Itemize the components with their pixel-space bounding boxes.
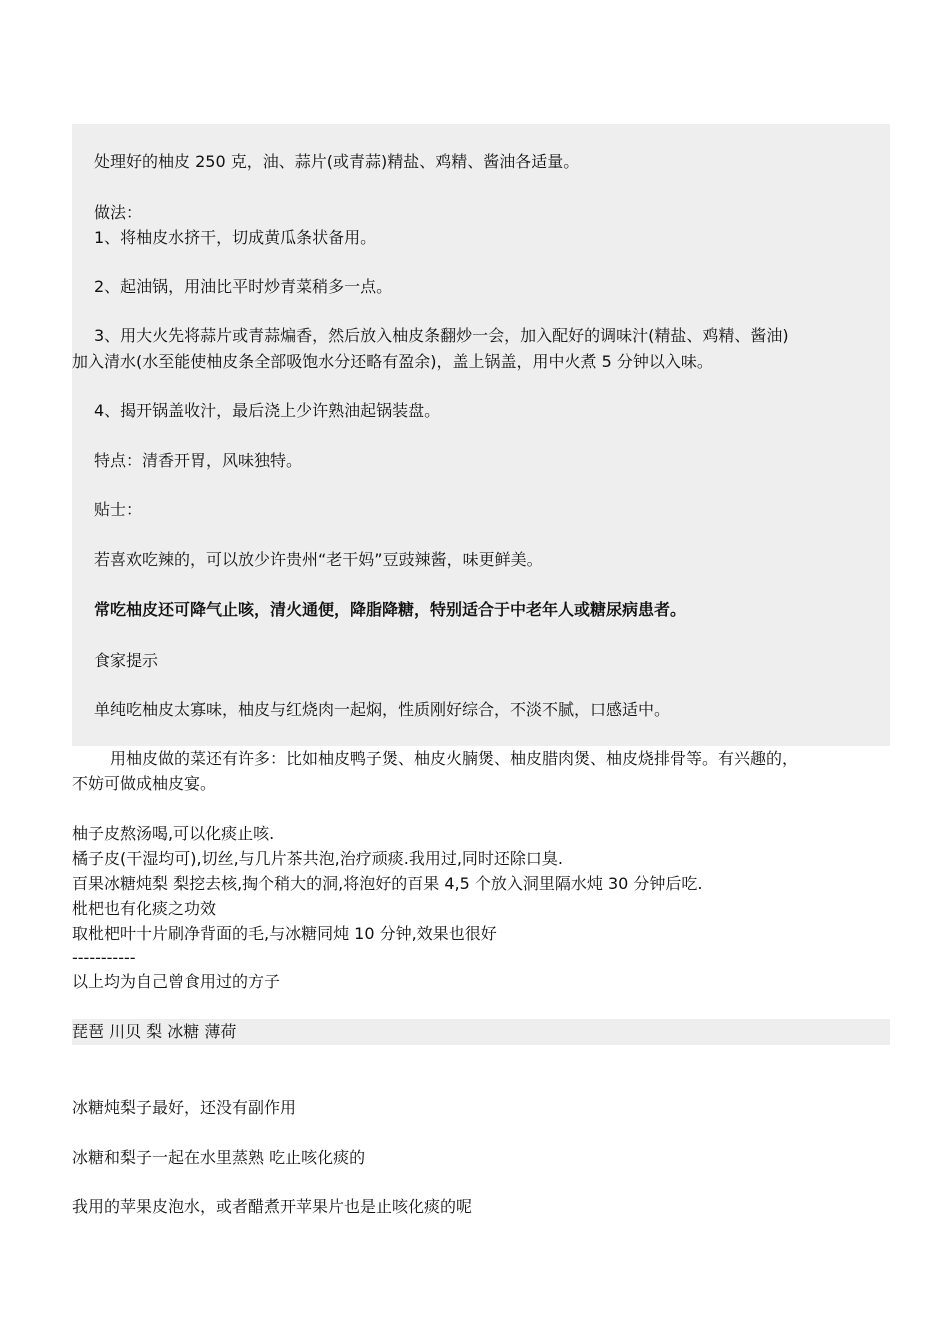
ingredients-text: 处理好的柚皮 250 克，油、蒜片(或青蒜)精盐、鸡精、酱油各适量。 [94,152,580,171]
remedy-item-4: 枇杷也有化痰之功效 [72,899,217,918]
recipe-quote-block [72,124,890,746]
reply-1-text: 冰糖炖梨子最好，还没有副作用 [72,1098,297,1117]
tip-text: 若喜欢吃辣的，可以放少许贵州“老干妈”豆豉辣酱，味更鲜美。 [94,550,543,569]
step-3-text-line-2: 加入清水(水至能使柚皮条全部吸饱水分还略有盈余)，盖上锅盖，用中火煮 5 分钟以入味。 [72,352,713,371]
feature-text: 特点：清香开胃，风味独特。 [94,451,303,470]
remedy-item-1: 柚子皮熬汤喝,可以化痰止咳. [72,824,275,843]
highlight-line-text: 琵琶 川贝 梨 冰糖 薄荷 [72,1022,237,1041]
food-tip-heading: 食家提示 [94,651,159,670]
step-2-text: 2、起油锅，用油比平时炒青菜稍多一点。 [94,277,393,296]
text-divider: ----------- [72,948,136,967]
tips-heading: 贴士： [94,500,143,519]
reply-3-text: 我用的苹果皮泡水，或者醋煮开苹果片也是止咳化痰的呢 [72,1197,473,1216]
method-heading: 做法： [94,203,143,222]
remedy-item-2: 橘子皮(干湿均可),切丝,与几片茶共泡,治疗顽痰.我用过,同时还除口臭. [72,849,564,868]
food-tip-text: 单纯吃柚皮太寡味，柚皮与红烧肉一起焖，性质刚好综合，不淡不腻，口感适中。 [94,700,671,719]
remedies-summary: 以上均为自己曾食用过的方子 [72,972,281,991]
step-1-text: 1、将柚皮水挤干，切成黄瓜条状备用。 [94,228,377,247]
more-dishes-line-1: 用柚皮做的菜还有许多：比如柚皮鸭子煲、柚皮火腩煲、柚皮腊肉煲、柚皮烧排骨等。有兴趣的， [110,749,799,768]
health-tip-bold-text: 常吃柚皮还可降气止咳，清火通便，降脂降糖，特别适合于中老年人或糖尿病患者。 [94,600,687,619]
more-dishes-line-2: 不妨可做成柚皮宴。 [72,774,217,793]
step-3-text-line-1: 3、用大火先将蒜片或青蒜煸香，然后放入柚皮条翻炒一会，加入配好的调味汁(精盐、鸡精、酱油) [94,326,789,345]
step-4-text: 4、揭开锅盖收汁，最后浇上少许熟油起锅装盘。 [94,401,441,420]
reply-2-text: 冰糖和梨子一起在水里蒸熟 吃止咳化痰的 [72,1148,366,1167]
remedy-item-5: 取枇杷叶十片刷净背面的毛,与冰糖同炖 10 分钟,效果也很好 [72,924,497,943]
remedy-item-3: 百果冰糖炖梨 梨挖去核,掏个稍大的洞,将泡好的百果 4,5 个放入洞里隔水炖 30 分钟后吃. [72,874,703,893]
